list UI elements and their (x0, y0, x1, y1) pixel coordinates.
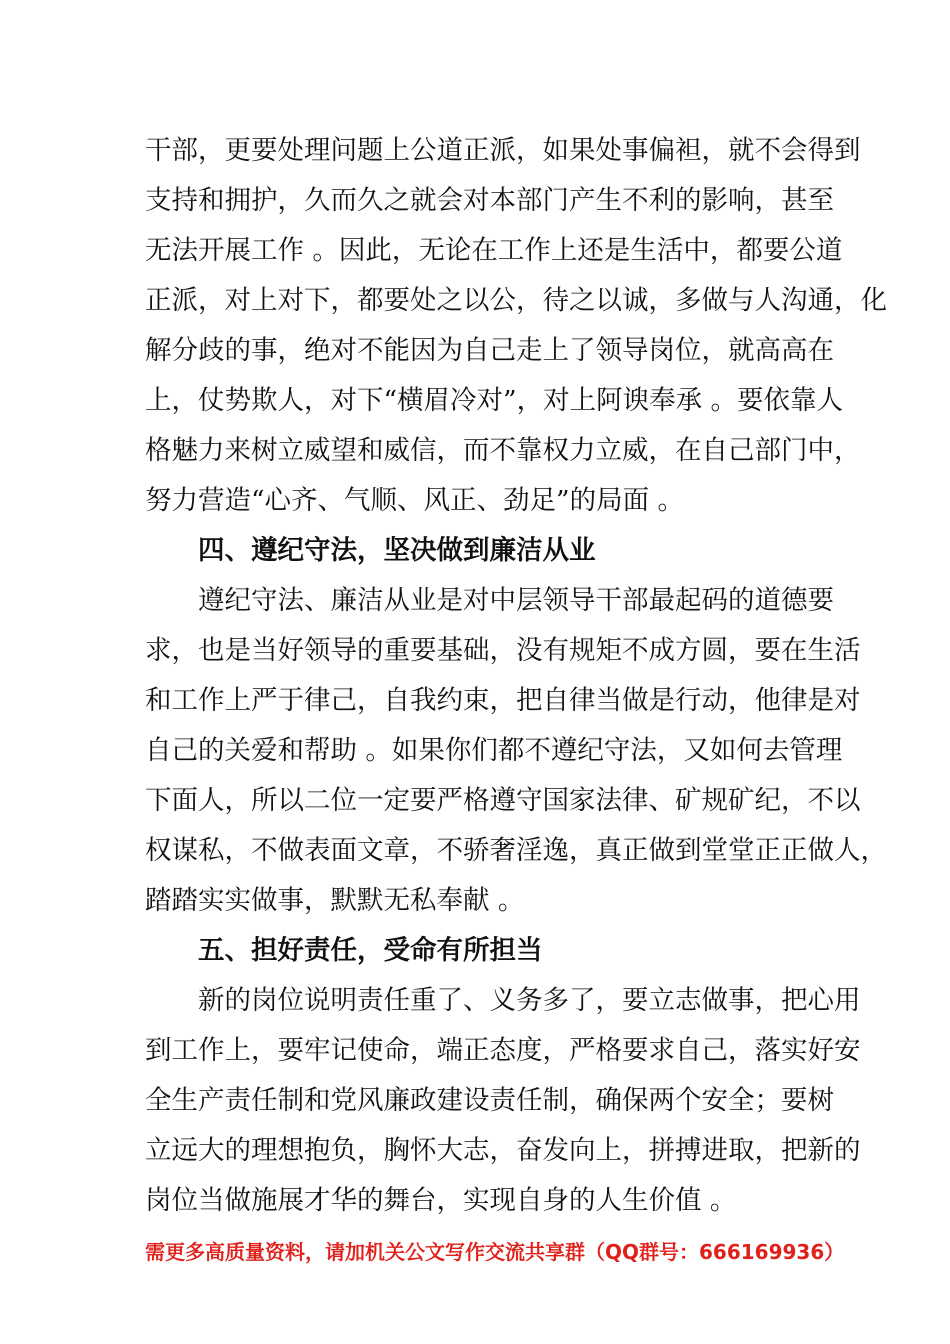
paragraph-line: 努力营造“心齐、气顺、风正、劲足”的局面 。 (145, 485, 685, 516)
paragraph-line: 支持和拥护，久而久之就会对本部门产生不利的影响，甚至 (145, 185, 834, 216)
paragraph-line: 自己的关爱和帮助 。如果你们都不遵纪守法，又如何去管理 (145, 735, 843, 766)
paragraph-line: 立远大的理想抱负，胸怀大志，奋发向上，拼搏进取，把新的 (145, 1135, 861, 1166)
section-heading: 四、遵纪守法，坚决做到廉洁从业 (198, 535, 596, 566)
paragraph-line: 权谋私，不做表面文章，不骄奢淫逸，真正做到堂堂正正做人， (145, 835, 887, 866)
paragraph-line: 干部，更要处理问题上公道正派，如果处事偏袒，就不会得到 (145, 135, 861, 166)
paragraph-line: 岗位当做施展才华的舞台，实现自身的人生价值 。 (145, 1185, 737, 1216)
paragraph-line: 踏踏实实做事，默默无私奉献 。 (145, 885, 525, 916)
paragraph-line: 解分歧的事，绝对不能因为自己走上了领导岗位，就高高在 (145, 335, 834, 366)
section-heading: 五、担好责任，受命有所担当 (198, 935, 543, 966)
footer-notice: 需更多高质量资料，请加机关公文写作交流共享群（QQ群号：666169936） (145, 1240, 845, 1264)
paragraph-line: 新的岗位说明责任重了、义务多了，要立志做事，把心用 (198, 985, 861, 1016)
paragraph-line: 求，也是当好领导的重要基础，没有规矩不成方圆，要在生活 (145, 635, 861, 666)
paragraph-line: 下面人，所以二位一定要严格遵守国家法律、矿规矿纪，不以 (145, 785, 861, 816)
paragraph-line: 无法开展工作 。因此，无论在工作上还是生活中，都要公道 (145, 235, 843, 266)
paragraph-line: 全生产责任制和党风廉政建设责任制，确保两个安全；要树 (145, 1085, 834, 1116)
paragraph-line: 正派，对上对下，都要处之以公，待之以诚，多做与人沟通，化 (145, 285, 887, 316)
paragraph-line: 到工作上，要牢记使命，端正态度，严格要求自己，落实好安 (145, 1035, 861, 1066)
paragraph-line: 遵纪守法、廉洁从业是对中层领导干部最起码的道德要 (198, 585, 834, 616)
paragraph-line: 和工作上严于律己，自我约束，把自律当做是行动，他律是对 (145, 685, 861, 716)
paragraph-line: 上，仗势欺人，对下“横眉冷对”，对上阿谀奉承 。要依靠人 (145, 385, 844, 416)
paragraph-line: 格魅力来树立威望和威信，而不靠权力立威，在自己部门中， (145, 435, 861, 466)
